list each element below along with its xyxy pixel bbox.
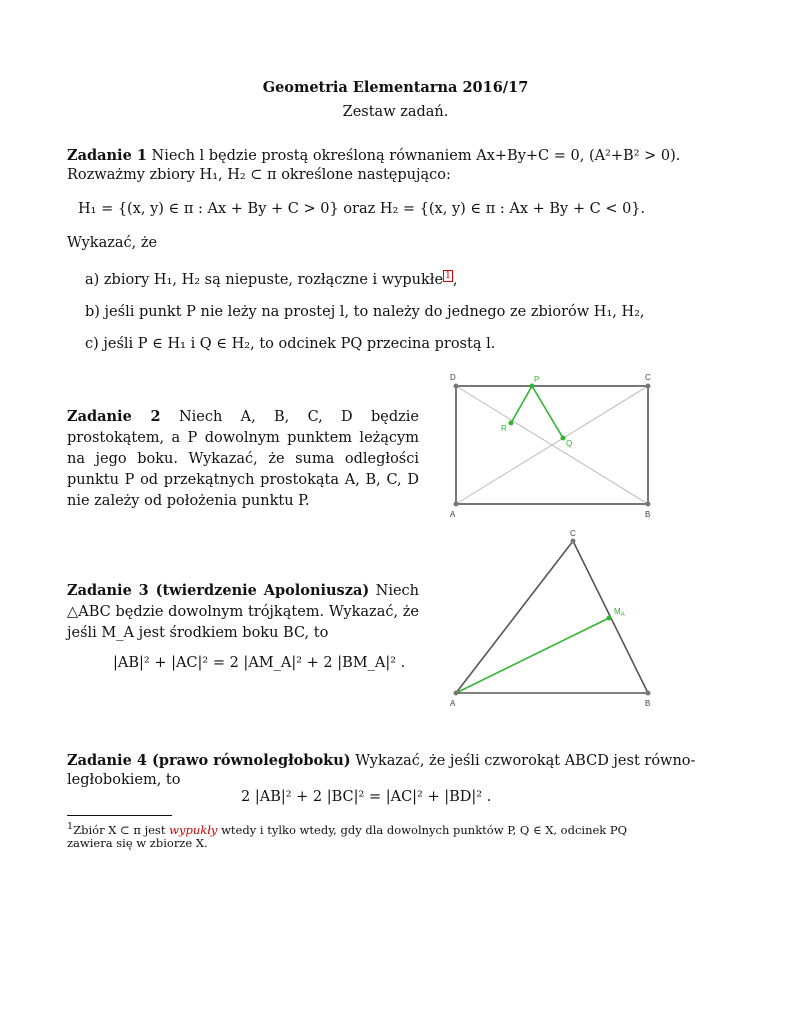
label-a: A [450, 699, 456, 708]
z3-text: Niech △ABC będzie dowolnym trójkątem. Wykazać, że jeśli M_A jest środkiem boku BC, to [67, 583, 420, 641]
triangle-abc [456, 541, 648, 693]
segment-pr [511, 386, 532, 423]
label-c: C [570, 529, 576, 538]
z1-heading: Zadanie 1 [67, 147, 147, 164]
z2-text-block [67, 406, 419, 512]
point-r [509, 421, 514, 426]
z4-line2: ległobokiem, to [67, 772, 181, 788]
label-d: D [450, 373, 456, 382]
z1-line1 [67, 145, 680, 167]
page-subtitle: Zestaw zadań. [342, 104, 449, 120]
label-q: Q [566, 439, 573, 448]
z1-item-a-end: , [452, 272, 458, 288]
footnote-pre: Zbiór X ⊂ π jest [73, 822, 166, 837]
point-a [454, 691, 459, 696]
point-b [646, 691, 651, 696]
z2-text: Niech A, B, C, D będzie prostokątem, a P dowolnym punktem leżącym na jego boku. Wykazać, że suma odległości punktu P od przekątnych prostokąta A, B, C, D nie zależy od położenia punktu P. [67, 409, 419, 509]
point-a [454, 502, 459, 507]
point-c [571, 539, 576, 544]
point-q [561, 436, 566, 441]
footnote-post: wtedy i tylko wtedy, gdy dla dowolnych punktów P, Q ∈ X, odcinek PQ [221, 822, 628, 837]
label-b: B [645, 699, 651, 708]
z2-heading: Zadanie 2 [67, 408, 161, 425]
z1-item-b: b) jeśli punkt P nie leży na prostej l, to należy do jednego ze zbiorów H₁, H₂, [85, 304, 645, 320]
point-b [646, 502, 651, 507]
footnote-term: wypukły [169, 822, 218, 837]
point-c [646, 384, 651, 389]
z4-formula: 2 |AB|² + 2 |BC|² = |AC|² + |BD|² . [241, 789, 492, 805]
z3-text-block [67, 580, 419, 644]
footnote-link[interactable]: 1 [445, 271, 451, 282]
z1-item-a-text: a) zbiory H₁, H₂ są niepuste, rozłączne i wypukłe [85, 272, 444, 288]
point-d [454, 384, 459, 389]
label-m: M [614, 607, 621, 616]
z1-item-a [85, 270, 457, 291]
median-ama [456, 618, 609, 693]
label-p: P [534, 375, 540, 384]
footnote-mark: 1 [67, 821, 74, 832]
triangle-figure [440, 525, 665, 715]
label-ma-sub: A [620, 612, 625, 618]
page-title: Geometria Elementarna 2016/17 [262, 79, 529, 96]
point-p [530, 384, 535, 389]
rectangle-figure [440, 370, 670, 520]
z1-line2: Rozważmy zbiory H₁, H₂ ⊂ π określone następująco: [67, 167, 451, 183]
label-a: A [450, 510, 456, 519]
label-b: B [645, 510, 651, 519]
label-r: R [501, 424, 507, 433]
z4-text1: Wykazać, że jeśli czworokąt ABCD jest równo- [355, 753, 696, 769]
point-ma [607, 616, 612, 621]
z1-formula: H₁ = {(x, y) ∈ π : Ax + By + C > 0} oraz H₂ = {(x, y) ∈ π : Ax + By + C < 0}. [78, 201, 646, 217]
z3-formula: |AB|² + |AC|² = 2 |AM_A|² + 2 |BM_A|² . [113, 655, 406, 671]
z1-prompt: Wykazać, że [67, 235, 158, 251]
z4-line1 [67, 750, 695, 772]
z4-heading: Zadanie 4 (prawo równoległoboku) [67, 752, 351, 769]
z1-text1: Niech l będzie prostą określoną równaniem Ax+By+C = 0, (A²+B² > 0). [151, 148, 681, 164]
footnote-line2: zawiera się w zbiorze X. [67, 836, 208, 850]
segment-pq [532, 386, 563, 438]
label-ma [614, 607, 625, 618]
footnote-rule [67, 815, 172, 816]
z1-item-c: c) jeśli P ∈ H₁ i Q ∈ H₂, to odcinek PQ przecina prostą l. [85, 336, 496, 352]
z3-heading: Zadanie 3 (twierdzenie Apoloniusza) [67, 582, 370, 599]
label-c: C [645, 373, 651, 382]
